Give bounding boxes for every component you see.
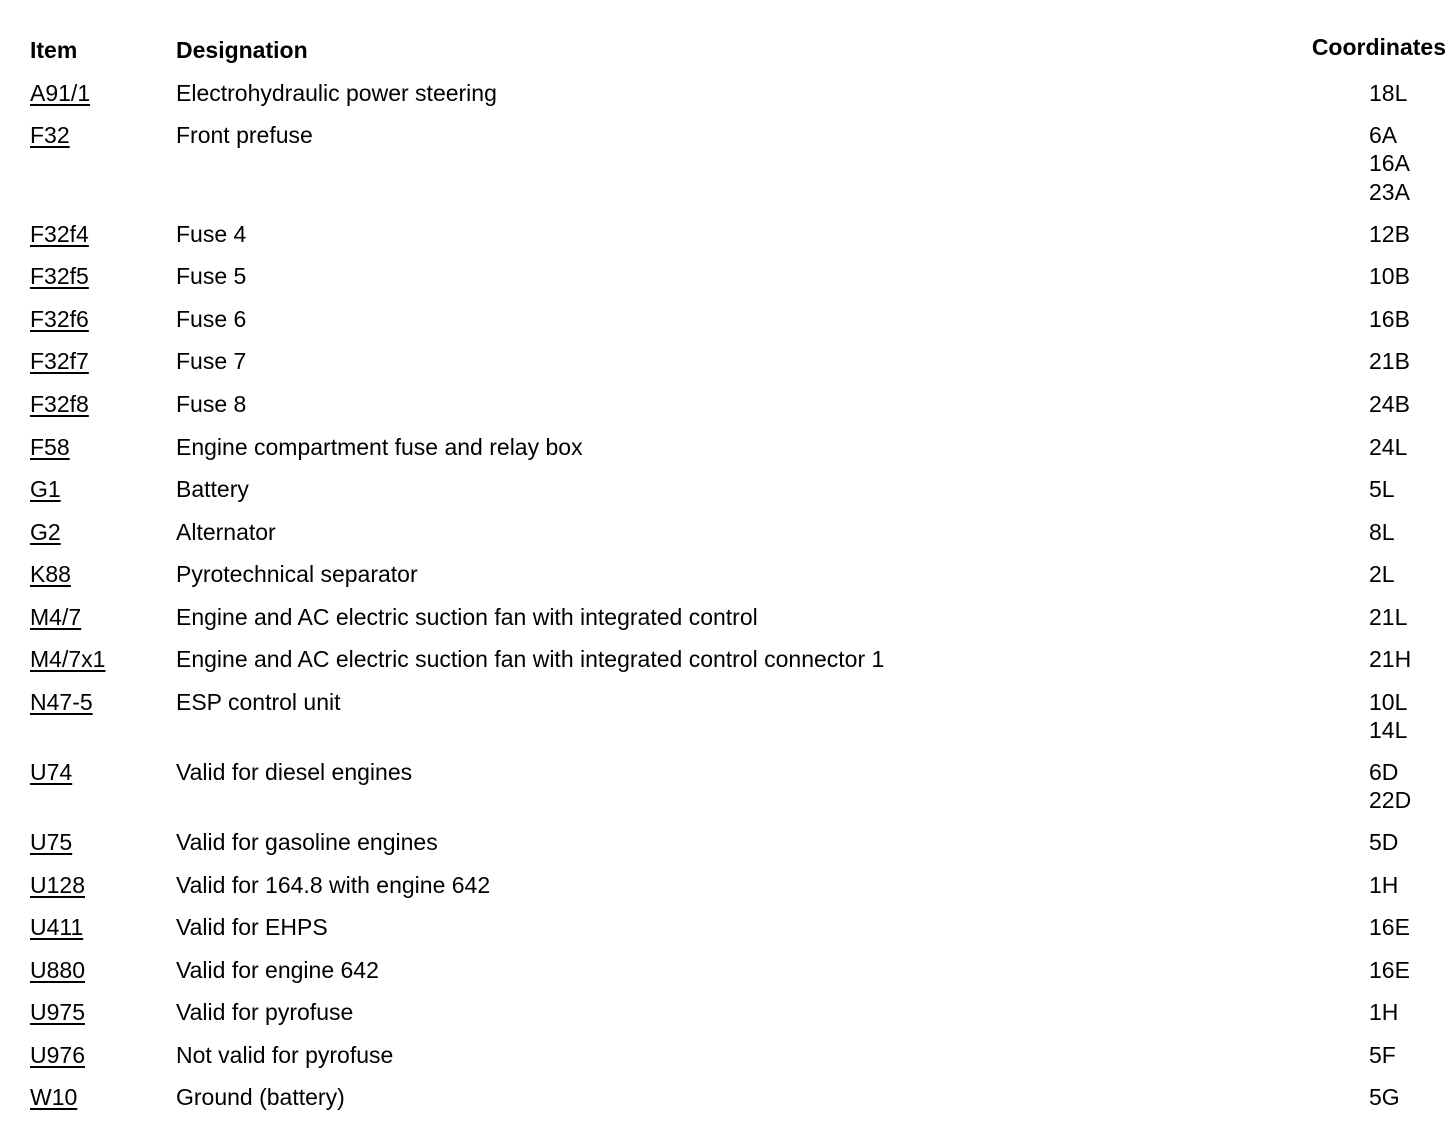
coordinates-cell [1369, 956, 1449, 984]
coordinate-value: 2L [1369, 561, 1395, 587]
designation-text: Front prefuse [176, 122, 313, 148]
coordinate-value: 21L [1369, 604, 1408, 630]
coordinate-value: 21H [1369, 646, 1412, 672]
designation-text: Battery [176, 476, 249, 502]
coordinates-column-header: Coordinates [1311, 34, 1446, 60]
designation-text: Not valid for pyrofuse [176, 1042, 394, 1068]
coordinates-cell [1369, 560, 1449, 588]
item-link[interactable]: F58 [30, 434, 70, 460]
designation-text: Fuse 4 [176, 221, 247, 247]
coordinates-cell [1369, 220, 1449, 248]
coordinate-value: 16E [1369, 914, 1410, 940]
designation-column-header: Designation [176, 37, 308, 63]
item-link[interactable]: N47-5 [30, 689, 93, 715]
coordinate-value: 1H [1369, 872, 1399, 898]
item-link[interactable]: U976 [30, 1042, 85, 1068]
coordinate-value: 24L [1369, 434, 1408, 460]
coordinate-value: 16E [1369, 957, 1410, 983]
coordinate-value: 12B [1369, 221, 1410, 247]
coordinate-value: 24B [1369, 391, 1410, 417]
item-link[interactable]: F32f8 [30, 391, 89, 417]
designation-text: Valid for engine 642 [176, 957, 379, 983]
designation-text: Fuse 8 [176, 391, 247, 417]
designation-text: Alternator [176, 519, 276, 545]
item-link[interactable]: F32f5 [30, 263, 89, 289]
coordinate-value: 16A [1369, 150, 1410, 177]
item-link[interactable]: F32f4 [30, 221, 89, 247]
item-column-header: Item [30, 37, 78, 63]
coordinates-cell [1369, 998, 1449, 1026]
designation-text: Engine compartment fuse and relay box [176, 434, 583, 460]
coordinates-cell [1369, 433, 1449, 461]
item-link[interactable]: F32f7 [30, 348, 89, 374]
designation-text: Valid for EHPS [176, 914, 328, 940]
coordinate-value: 6A [1369, 122, 1398, 148]
coordinate-value: 6D [1369, 759, 1399, 785]
coordinate-value: 21B [1369, 348, 1410, 374]
coordinate-value: 5G [1369, 1084, 1400, 1110]
coordinates-cell [1369, 262, 1449, 290]
coordinates-cell [1369, 688, 1449, 745]
coordinate-value: 5D [1369, 829, 1399, 855]
table-header [0, 0, 1456, 70]
coordinates-cell [1369, 518, 1449, 546]
designation-text: Engine and AC electric suction fan with integrated control connector 1 [176, 646, 885, 672]
item-link[interactable]: K88 [30, 561, 71, 587]
item-link[interactable]: W10 [30, 1084, 78, 1110]
item-link[interactable]: A91/1 [30, 80, 91, 106]
coordinate-value: 18L [1369, 80, 1408, 106]
coordinates-cell [1369, 305, 1449, 333]
coordinate-value: 23A [1369, 178, 1410, 205]
designation-text: Fuse 5 [176, 263, 247, 289]
coordinates-cell [1369, 645, 1449, 673]
coordinates-cell [1369, 475, 1449, 503]
designation-text: Valid for pyrofuse [176, 999, 354, 1025]
item-link[interactable]: G2 [30, 519, 61, 545]
coordinate-value: 10B [1369, 263, 1410, 289]
designation-text: Pyrotechnical separator [176, 561, 418, 587]
coordinate-value: 10L [1369, 689, 1408, 715]
coordinates-cell [1369, 871, 1449, 899]
coordinates-cell [1369, 1041, 1449, 1069]
coordinates-cell [1369, 121, 1449, 206]
coordinate-value: 16B [1369, 306, 1410, 332]
item-link[interactable]: F32f6 [30, 306, 89, 332]
designation-text: Valid for diesel engines [176, 759, 413, 785]
coordinates-cell [1369, 828, 1449, 856]
item-link[interactable]: M4/7x1 [30, 646, 106, 672]
item-link[interactable]: U74 [30, 759, 73, 785]
item-link[interactable]: M4/7 [30, 604, 82, 630]
coordinate-value: 5F [1369, 1042, 1396, 1068]
designation-text: Fuse 6 [176, 306, 247, 332]
item-link[interactable]: U411 [30, 914, 84, 940]
designation-text: Engine and AC electric suction fan with integrated control [176, 604, 758, 630]
coordinates-cell [1369, 1083, 1449, 1111]
coordinate-value: 14L [1369, 717, 1408, 744]
item-link[interactable]: U128 [30, 872, 85, 898]
coordinates-cell [1369, 79, 1449, 107]
coordinates-cell [1369, 603, 1449, 631]
designation-text: Ground (battery) [176, 1084, 345, 1110]
coordinates-cell [1369, 913, 1449, 941]
coordinates-cell [1369, 758, 1449, 815]
item-link[interactable]: U880 [30, 957, 85, 983]
designation-text: Valid for 164.8 with engine 642 [176, 872, 491, 898]
designation-text: Fuse 7 [176, 348, 247, 374]
designation-text: ESP control unit [176, 689, 341, 715]
designation-text: Electrohydraulic power steering [176, 80, 497, 106]
coordinate-value: 5L [1369, 476, 1395, 502]
item-link[interactable]: U975 [30, 999, 85, 1025]
item-link[interactable]: F32 [30, 122, 70, 148]
coordinates-cell [1369, 390, 1449, 418]
coordinate-value: 22D [1369, 787, 1412, 814]
item-link[interactable]: G1 [30, 476, 61, 502]
coordinates-cell [1369, 347, 1449, 375]
coordinate-value: 8L [1369, 519, 1395, 545]
coordinate-value: 1H [1369, 999, 1399, 1025]
designation-text: Valid for gasoline engines [176, 829, 438, 855]
item-link[interactable]: U75 [30, 829, 73, 855]
